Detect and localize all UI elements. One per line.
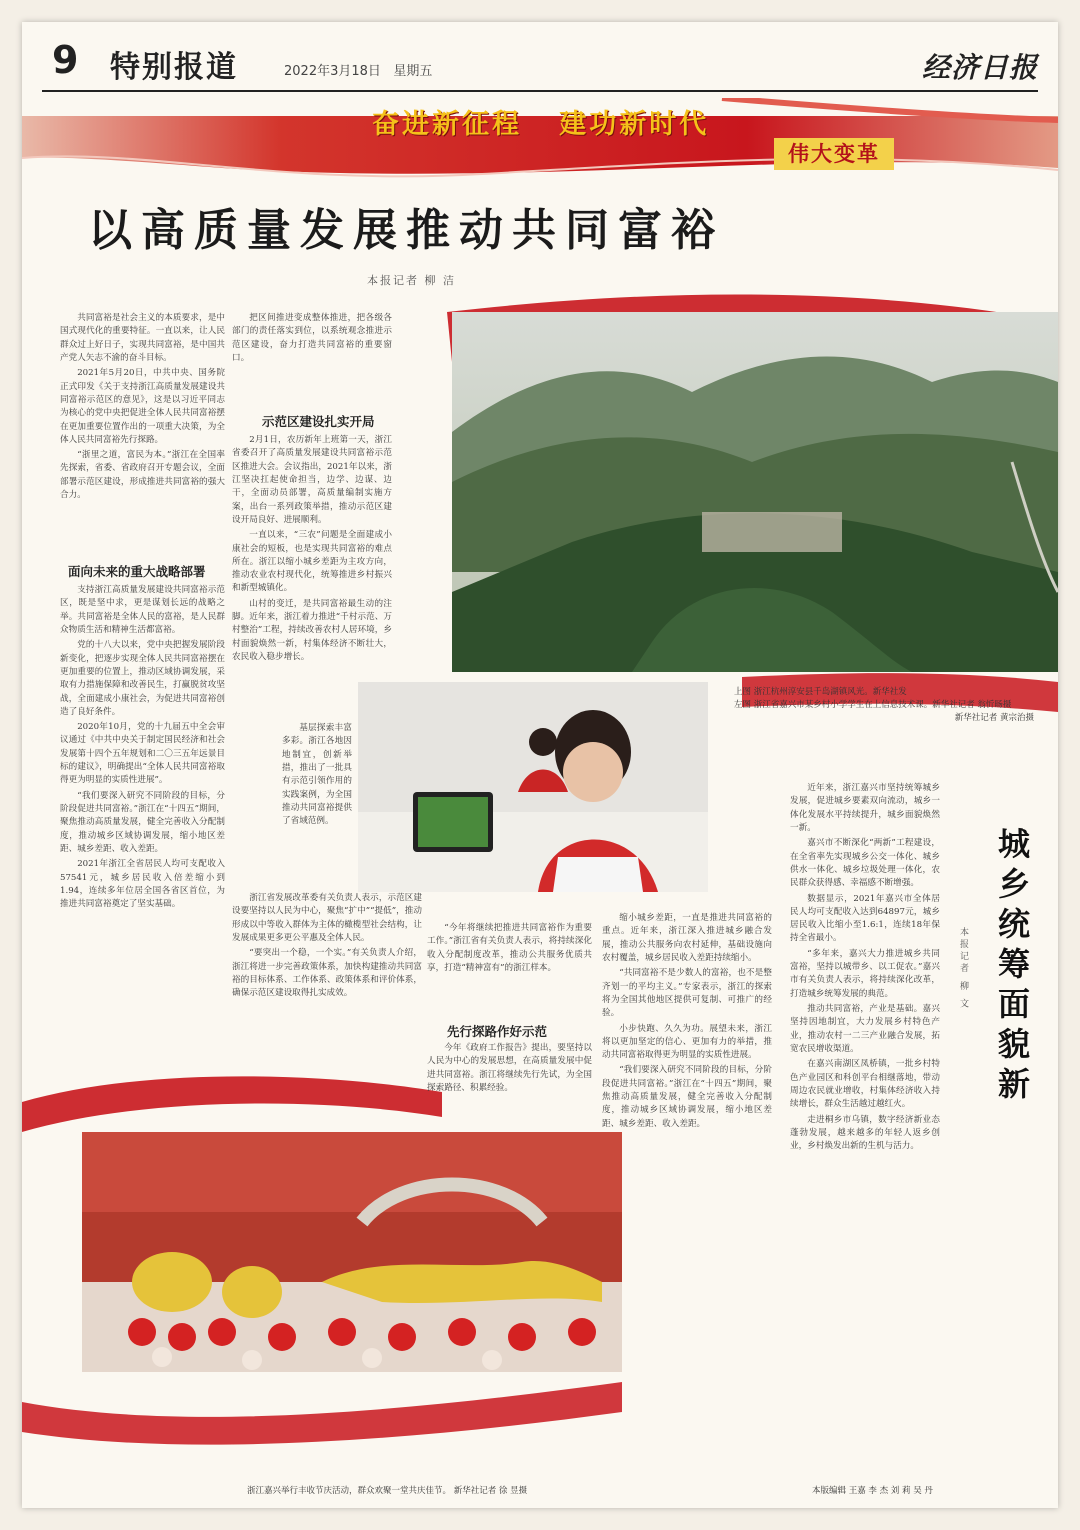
col5-para: 嘉兴市不断深化“两新”工程建设，在全省率先实现城乡公交一体化、城乡供水一体化、城乡垃圾处理一体化，农民群众获得感、幸福感不断增强。 [790, 838, 940, 889]
side-headline: 城乡统筹面貌新 [993, 827, 1031, 1107]
col2-para: 把区间推进变成整体推进，把各级各部门的责任落实到位，以系统观念推进示范区建设，奋力打造共同富裕的重要窗口。 [232, 313, 392, 363]
newspaper-page [22, 22, 1058, 1508]
col3-para: 今年《政府工作报告》提出，要坚持以人民为中心的发展思想，在高质量发展中促进共同富裕。浙江将继续先行先试，为全国探索路径、积累经验。 [427, 1043, 592, 1093]
col5-para: 在嘉兴南湖区凤桥镇，一批乡村特色产业园区和科创平台相继落地，带动周边农民就业增收，村集体经济收入持续增长，群众生活越过越红火。 [790, 1059, 940, 1110]
col3-para: “今年将继续把推进共同富裕作为重要工作。”浙江省有关负责人表示，将持续深化收入分配制度改革，推动公共服务优质共享，打造“精神富有”的浙江样本。 [427, 923, 592, 973]
col5-para: 数据显示，2021年嘉兴市全体居民人均可支配收入达到64897元，城乡居民收入比缩小至1.6:1，连续18年保持全省最小。 [790, 893, 940, 944]
festival-photo [82, 1132, 622, 1372]
slogan-right: 建功新时代 [559, 109, 710, 140]
bottom-photo-caption: 浙江嘉兴举行丰收节庆活动，群众欢聚一堂共庆佳节。 新华社记者 徐 昱摄 [247, 1486, 528, 1496]
caption-line: 上图 浙江杭州淳安县千岛湖镇风光。新华社发 [734, 687, 907, 697]
col1-para: 2020年10月，党的十九届五中全会审议通过《中共中央关于制定国民经济和社会发展第十四个五年规划和二〇三五年远景目标的建议》，明确提出“全体人民共同富裕取得更为明显的实质性进展”。 [60, 722, 225, 786]
body-col3-bottom [427, 1042, 592, 1112]
col1-para: 共同富裕是社会主义的本质要求，是中国式现代化的重要特征。一直以来，让人民群众过上好日子，实现共同富裕，是中国共产党人矢志不渝的奋斗目标。 [60, 313, 225, 363]
badge-great-change: 伟大变革 [774, 138, 894, 170]
mountain-village-photo [452, 312, 1058, 672]
subhead-demo-zone: 示范区建设扎实开局 [262, 414, 375, 429]
weekday-text: 星期五 [393, 64, 433, 79]
body-col5 [790, 782, 940, 1482]
col2-para: “要突出一个稳，一个实。”有关负责人介绍，浙江将进一步完善政策体系，加快构建推动共同富裕的目标体系、工作体系、政策体系和评价体系，确保示范区建设取得扎实成效。 [232, 948, 422, 999]
col5-para: 走进桐乡市乌镇，数字经济新业态蓬勃发展，越来越多的年轻人返乡创业，乡村焕发出新的生机与活力。 [790, 1114, 940, 1152]
slogan-left: 奋进新征程 [372, 109, 522, 140]
col2-para: 山村的变迁，是共同富裕最生动的注脚。近年来，浙江着力推进“千村示范、万村整治”工程，持续改善农村人居环境，乡村面貌焕然一新，村集体经济不断壮大，农民收入稳步增长。 [232, 598, 392, 662]
col4-para: 缩小城乡差距，一直是推进共同富裕的重点。近年来，浙江深入推进城乡融合发展，推动公共服务向农村延伸，基础设施向农村覆盖，城乡居民收入差距持续缩小。 [602, 913, 772, 963]
col1-para: “浙里之道，富民为本。”浙江在全国率先探索，省委、省政府召开专题会议，全面部署示范区建设，形成推进共同富裕的强大合力。 [60, 450, 225, 501]
body-col2-bottom [232, 892, 422, 1102]
section-name: 特别报道 [110, 50, 238, 85]
banner-slogan [372, 102, 709, 141]
page-number: 9 [52, 38, 79, 82]
col1-para: 支持浙江高质量发展建设共同富裕示范区，既是坚中求，更是谋划长远的战略之举。共同富裕是全体人民的富裕，是人民群众物质生活和精神生活都富裕。 [60, 585, 225, 635]
issue-date [284, 60, 432, 79]
col1-para: 2021年5月20日，中共中央、国务院正式印发《关于支持浙江高质量发展建设共同富裕示范区的意见》，这是以习近平同志为核心的党中央把促进全体人民共同富裕摆在更加重要位置作出的一项重大决策，为全体人民共同富裕先行探路。 [60, 368, 225, 445]
body-col4 [602, 912, 772, 1472]
body-col2-mid [232, 434, 392, 704]
col4-para: 小步快跑、久久为功。展望未来，浙江将以更加坚定的信心、更加有力的举措，推动共同富裕取得更为明显的实质性进展。 [602, 1023, 772, 1061]
caption-credit: 新华社记者 黄宗治摄 [954, 712, 1034, 723]
masthead-logo: 经济日报 [921, 51, 1038, 84]
subhead-pilot: 先行探路作好示范 [447, 1024, 548, 1039]
header-rule [42, 90, 1038, 92]
side-byline: 本报记者 柳 文 [958, 927, 968, 1011]
body-col1-bottom [60, 584, 225, 1104]
col1-para: 2021年浙江全省居民人均可支配收入57541元，城乡居民收入倍差缩小到1.94，连续多年位居全国各省区首位，为推进共同富裕奠定了坚实基础。 [60, 859, 225, 910]
col2-para: 浙江省发展改革委有关负责人表示，示范区建设要坚持以人民为中心，聚焦“扩中”“提低”，推动形成以中等收入群体为主体的橄榄型社会结构，让发展成果更多更公平惠及全体人民。 [232, 893, 422, 943]
caption-line: 左图 浙江省嘉兴市某乡村小学学生在上信息技术课。新华社记者 翁忻旸摄 [734, 699, 1012, 710]
col5-para: 推动共同富裕，产业是基础。嘉兴坚持因地制宜，大力发展乡村特色产业，推动农村一二三产业融合发展，拓宽农民增收渠道。 [790, 1004, 940, 1054]
body-col2-top [232, 312, 392, 402]
col5-para: “多年来，嘉兴大力推进城乡共同富裕，坚持以城带乡、以工促农。”嘉兴市有关负责人表示，将持续深化改革，打造城乡统筹发展的典范。 [790, 948, 940, 999]
date-text: 2022年3月18日 [284, 64, 381, 79]
byline: 本报记者 柳 洁 [367, 274, 456, 287]
col4-para: “共同富裕不是少数人的富裕，也不是整齐划一的平均主义。”专家表示，浙江的探索将为全国其他地区提供可复制、可推广的经验。 [602, 968, 772, 1019]
col1-para: “我们要深入研究不同阶段的目标，分阶段促进共同富裕。”浙江在“十四五”期间，聚焦推动高质量发展，健全完善收入分配制度，推动城乡区域协调发展，缩小地区差距、城乡差距、收入差距。 [60, 790, 225, 854]
classroom-photo [358, 682, 708, 892]
body-col3 [427, 922, 592, 1012]
subhead-strategy: 面向未来的重大战略部署 [68, 564, 206, 579]
body-col2-narrow [282, 722, 352, 887]
col2-para: 一直以来，“三农”问题是全面建成小康社会的短板，也是实现共同富裕的难点所在。浙江以缩小城乡差距为主攻方向，推动农业农村现代化，统筹推进乡村振兴和新型城镇化。 [232, 530, 392, 594]
col2-para: 基层探索丰富多彩。浙江各地因地制宜，创新举措，推出了一批具有示范引领作用的实践案例，为全国推动共同富裕提供了省域范例。 [282, 723, 352, 827]
col4-para: “我们要深入研究不同阶段的目标，分阶段促进共同富裕。”浙江在“十四五”期间，聚焦推动高质量发展，健全完善收入分配制度，推动城乡区域协调发展，缩小地区差距、城乡差距、收入差距。 [602, 1065, 772, 1129]
col2-para: 2月1日，农历新年上班第一天，浙江省委召开了高质量发展建设共同富裕示范区推进大会。会议指出，2021年以来，浙江坚决扛起使命担当，边学、边谋、边干，全面动员部署，高质量编制实施方案，出台一系列政策举措，推动示范区建设开局良好、进展顺利。 [232, 435, 392, 525]
editor-credits: 本版编辑 王嘉 李 杰 刘 莉 吴 丹 [812, 1486, 933, 1496]
page-header [22, 22, 1058, 92]
col1-para: 党的十八大以来，党中央把握发展阶段新变化，把逐步实现全体人民共同富裕摆在更加重要的位置上，推动区域协调发展，采取有力措施保障和改善民生，打赢脱贫攻坚战，全面建成小康社会，为促进共同富裕创造了良好条件。 [60, 640, 225, 717]
body-col1-top [60, 312, 225, 557]
col5-para: 近年来，浙江嘉兴市坚持统筹城乡发展，促进城乡要素双向流动，城乡一体化发展水平持续提升，城乡面貌焕然一新。 [790, 783, 940, 833]
photo-caption-top [734, 686, 1034, 724]
headline: 以高质量发展推动共同富裕 [88, 205, 724, 256]
